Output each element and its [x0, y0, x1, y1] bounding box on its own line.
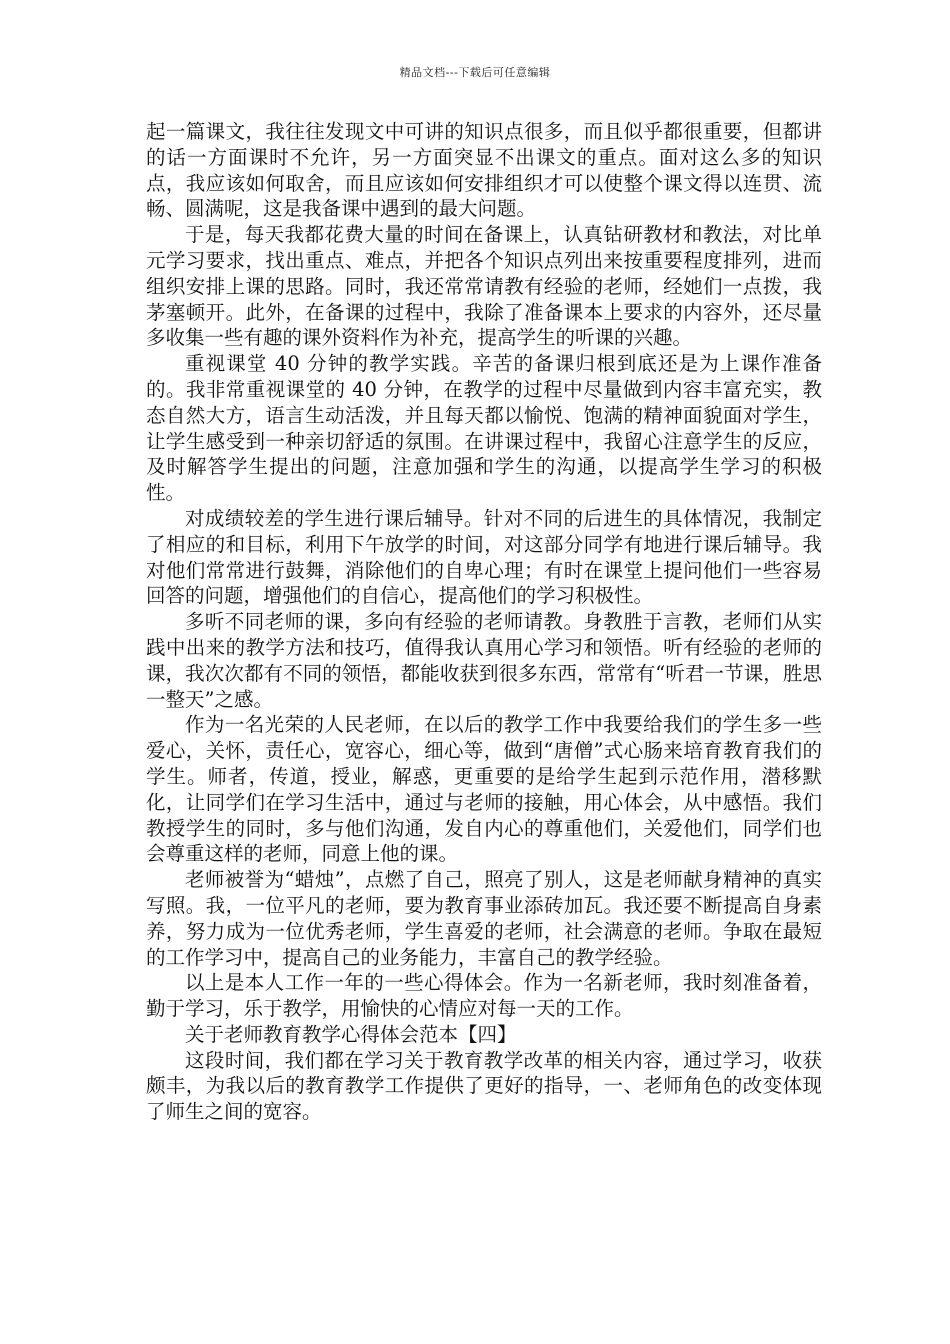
paragraph-5: 多听不同老师的课，多向有经验的老师请教。身教胜于言教，老师们从实践中出来的教学方法和技巧，值得我认真用心学习和领悟。听有经验的老师的课，我次次都有不同的领悟，都能收获到很多东西，常常有“听君一节课，胜思一整天”之感。: [146, 610, 822, 711]
paragraph-6: 作为一名光荣的人民老师，在以后的教学工作中我要给我们的学生多一些爱心，关怀，责任心，宽容心，细心等，做到“唐僧”式心肠来培育教育我们的学生。师者，传道，授业，解惑，更重要的是给学生起到示范作用，潜移默化，让同学们在学习生活中，通过与老师的接触，用心体会，从中感悟。我们教授学生的同时，多与他们沟通，发自内心的尊重他们，关爱他们，同学们也会尊重这样的老师，同意上他的课。: [146, 713, 822, 866]
paragraph-4: 对成绩较差的学生进行课后辅导。针对不同的后进生的具体情况，我制定了相应的和目标，利用下午放学的时间，对这部分同学有地进行课后辅导。我对他们常常进行鼓舞，消除他们的自卑心理；有时在课堂上提问他们一些容易回答的问题，增强他们的自信心，提高他们的学习积极性。: [146, 506, 822, 608]
section-heading: 关于老师教育教学心得体会范本【四】: [185, 1022, 517, 1046]
paragraph-7: 老师被誉为“蜡烛”，点燃了自己，照亮了别人，这是老师献身精神的真实写照。我，一位平凡的老师，要为教育事业添砖加瓦。我还要不断提高自身素养，努力成为一位优秀老师，学生喜爱的老师，社会满意的老师。争取在最短的工作学习中，提高自己的业务能力，丰富自己的教学经验。: [146, 868, 822, 969]
paragraph-3: 重视课堂 40 分钟的教学实践。辛苦的备课归根到底还是为上课作准备的。我非常重视课堂的 40 分钟，在教学的过程中尽量做到内容丰富充实，教态自然大方，语言生动活泼，并且每天都以愉悦、饱满的精神面貌面对学生，让学生感受到一种亲切舒适的氛围。在讲课过程中，我留心注意学生的反应，及时解答学生提出的问题，注意加强和学生的沟通，以提高学生学习的积极性。: [146, 352, 822, 505]
document-body: [146, 119, 822, 1125]
paragraph-8: 以上是本人工作一年的一些心得体会。作为一名新老师，我时刻准备着，勤于学习，乐于教学，用愉快的心情应对每一天的工作。: [146, 971, 822, 1021]
paragraph-9: 这段时间，我们都在学习关于教育教学改革的相关内容，通过学习，收获颇丰，为我以后的教育教学工作提供了更好的指导，一、老师角色的改变体现了师生之间的宽容。: [146, 1048, 822, 1124]
paragraph-1: 起一篇课文，我往往发现文中可讲的知识点很多，而且似乎都很重要，但都讲的话一方面课时不允许，另一方面突显不出课文的重点。面对这么多的知识点，我应该如何取舍，而且应该如何安排组织才可以使整个课文得以连贯、流畅、圆满呢，这是我备课中遇到的最大问题。: [146, 120, 822, 221]
page-header: 精品文档---下载后可任意编辑: [399, 66, 551, 79]
paragraph-2: 于是，每天我都花费大量的时间在备课上，认真钻研教材和教法，对比单元学习要求，找出重点、难点，并把各个知识点列出来按重要程度排列，进而组织安排上课的思路。同时，我还常常请教有经验的老师，经她们一点拨，我茅塞顿开。此外，在备课的过程中，我除了准备课本上要求的内容外，还尽量多收集一些有趣的课外资料作为补充，提高学生的听课的兴趣。: [146, 223, 822, 350]
